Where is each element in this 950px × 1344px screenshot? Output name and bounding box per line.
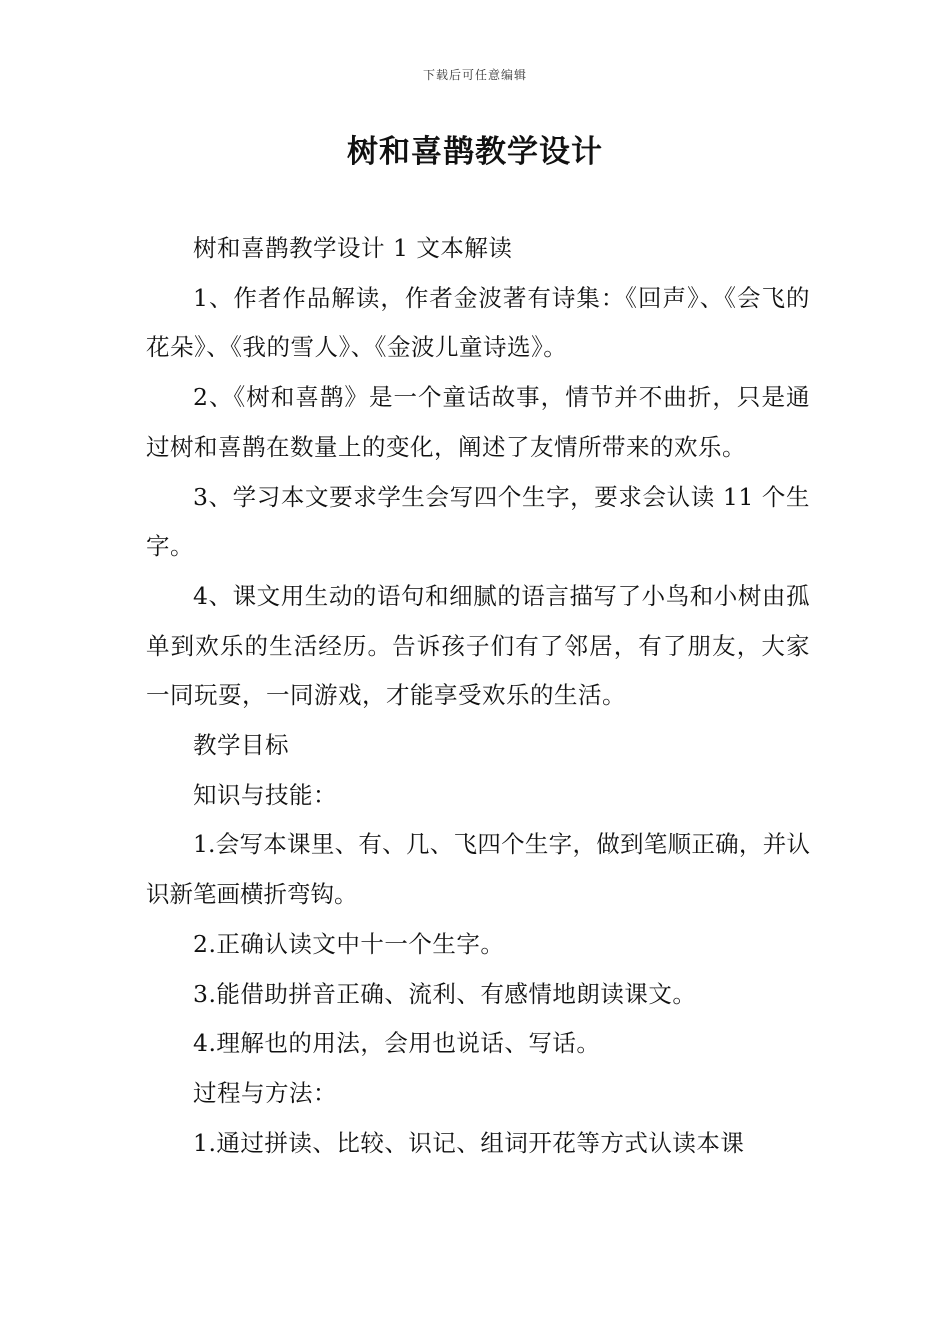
header-note: 下载后可任意编辑 — [422, 68, 527, 82]
goal-item-3: 3.能借助拼音正确、流利、有感情地朗读课文。 — [193, 979, 697, 1008]
paragraph-intro: 树和喜鹊教学设计 1 文本解读 — [193, 234, 513, 262]
document-title: 树和喜鹊教学设计 — [347, 134, 603, 170]
goal-item-1: 1.会写本课里、有、几、飞四个生字，做到笔顺正确，并认识新笔画横折弯钩。 — [146, 830, 810, 909]
paragraph-point-1: 1、作者作品解读，作者金波著有诗集：《回声》、《会飞的花朵》、《我的雪人》、《金波儿童诗选》。 — [146, 283, 810, 362]
subheading-knowledge-skills: 知识与技能： — [193, 780, 337, 809]
method-item-1: 1.通过拼读、比较、识记、组词开花等方式认读本课 — [193, 1128, 745, 1157]
paragraph-point-2: 2、《树和喜鹊》是一个童话故事，情节并不曲折，只是通过树和喜鹊在数量上的变化，阐述了友情所带来的欢乐。 — [146, 383, 810, 461]
goal-item-4: 4.理解也的用法，会用也说话、写话。 — [193, 1029, 601, 1058]
paragraph-point-3: 3、学习本文要求学生会写四个生字，要求会认读 11 个生字。 — [146, 482, 810, 561]
subheading-process-methods: 过程与方法： — [193, 1078, 337, 1107]
section-heading-goals: 教学目标 — [193, 731, 289, 760]
paragraph-point-4: 4、课文用生动的语句和细腻的语言描写了小鸟和小树由孤单到欢乐的生活经历。告诉孩子们有了邻居，有了朋友，大家一同玩耍，一同游戏，才能享受欢乐的生活。 — [146, 581, 810, 710]
goal-item-2: 2.正确认读文中十一个生字。 — [193, 929, 505, 958]
document-body — [146, 224, 810, 1168]
